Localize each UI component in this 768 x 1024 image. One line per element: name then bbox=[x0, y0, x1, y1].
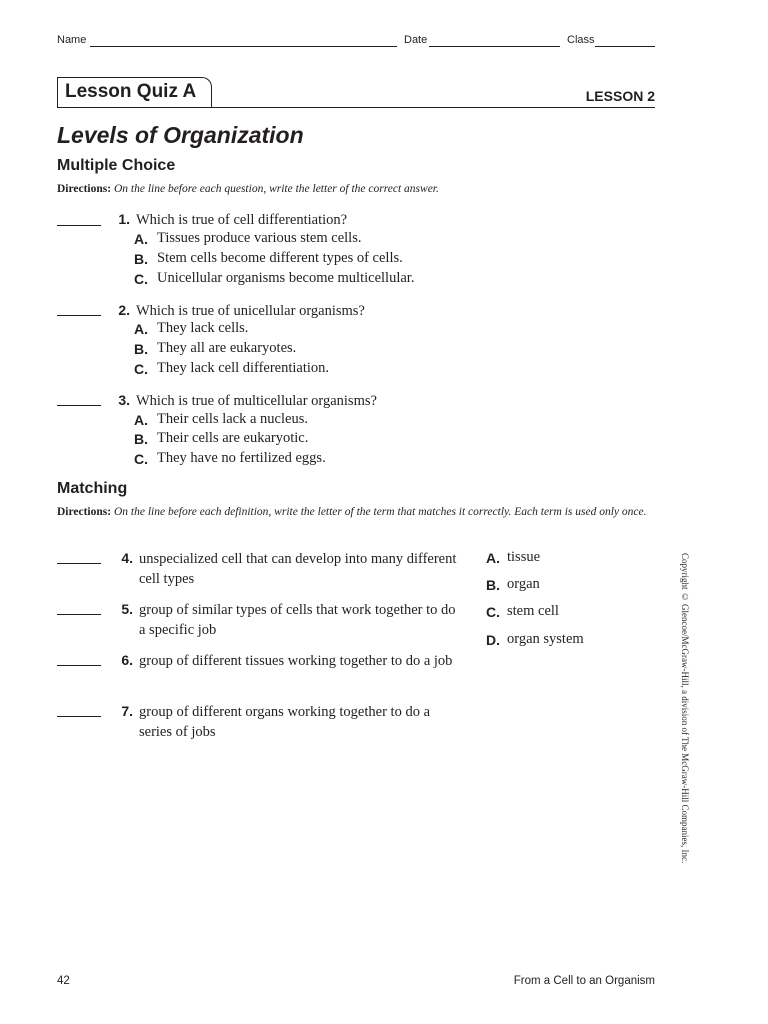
directions-text: On the line before each definition, write the letter of the term that matches it correctly. Each term is used only once. bbox=[113, 506, 647, 518]
definition-number: 5. bbox=[121, 601, 133, 617]
quiz-tab bbox=[57, 77, 212, 107]
term-text: organ system bbox=[507, 631, 584, 647]
student-info-header bbox=[57, 33, 655, 49]
definition-number: 7. bbox=[121, 703, 133, 719]
multiple-choice-directions bbox=[57, 181, 657, 197]
option-letter: A. bbox=[134, 231, 148, 247]
question-number: 2. bbox=[118, 302, 130, 318]
term-text: tissue bbox=[507, 549, 541, 565]
term-text: organ bbox=[507, 576, 540, 592]
option-text: They have no fertilized eggs. bbox=[157, 450, 326, 466]
option-text: Their cells lack a nucleus. bbox=[157, 411, 308, 427]
question-number: 1. bbox=[118, 211, 130, 227]
quiz-label: Lesson Quiz A bbox=[65, 81, 197, 102]
definition-text: group of different organs working together to do a series of jobs bbox=[139, 704, 431, 740]
term-letter: B. bbox=[486, 577, 500, 593]
multiple-choice-heading: Multiple Choice bbox=[57, 157, 176, 174]
option-text: Tissues produce various stem cells. bbox=[157, 230, 362, 246]
option-letter: B. bbox=[134, 431, 148, 447]
option-letter: A. bbox=[134, 321, 148, 337]
term-letter: C. bbox=[486, 604, 500, 620]
answer-blank-3[interactable] bbox=[57, 405, 101, 406]
option-text: Unicellular organisms become multicellular. bbox=[157, 270, 415, 286]
date-field[interactable] bbox=[429, 46, 560, 47]
answer-blank-7[interactable] bbox=[57, 716, 101, 717]
class-field[interactable] bbox=[595, 46, 655, 47]
option-letter: C. bbox=[134, 361, 148, 377]
answer-blank-4[interactable] bbox=[57, 563, 101, 564]
option-letter: C. bbox=[134, 451, 148, 467]
definition-number: 4. bbox=[121, 550, 133, 566]
definition-text: group of different tissues working together to do a job bbox=[139, 653, 453, 669]
copyright-notice: Copyright © Glencoe/McGraw-Hill, a division of The McGraw-Hill Companies, Inc. bbox=[680, 553, 690, 864]
option-text: They lack cells. bbox=[157, 320, 249, 336]
option-text: Their cells are eukaryotic. bbox=[157, 430, 309, 446]
definition-number: 6. bbox=[121, 652, 133, 668]
option-letter: B. bbox=[134, 341, 148, 357]
lesson-label: LESSON 2 bbox=[585, 88, 655, 104]
question-text: Which is true of cell differentiation? bbox=[136, 212, 348, 228]
directions-label: Directions: bbox=[57, 183, 112, 195]
term-text: stem cell bbox=[507, 603, 559, 619]
unit-title: From a Cell to an Organism bbox=[513, 975, 655, 987]
answer-blank-2[interactable] bbox=[57, 315, 101, 316]
option-text: Stem cells become different types of cells. bbox=[157, 250, 403, 266]
answer-blank-5[interactable] bbox=[57, 614, 101, 615]
matching-heading: Matching bbox=[57, 480, 128, 497]
class-label: Class bbox=[567, 34, 595, 46]
page-number: 42 bbox=[57, 975, 70, 987]
option-letter: B. bbox=[134, 251, 148, 267]
question-text: Which is true of multicellular organisms? bbox=[136, 393, 377, 409]
answer-blank-1[interactable] bbox=[57, 225, 101, 226]
directions-label: Directions: bbox=[57, 506, 112, 518]
header-rule bbox=[57, 107, 655, 108]
definition-text: group of similar types of cells that work together to do a specific job bbox=[139, 602, 456, 638]
answer-blank-6[interactable] bbox=[57, 665, 101, 666]
name-label: Name bbox=[57, 34, 87, 46]
option-letter: C. bbox=[134, 271, 148, 287]
question-number: 3. bbox=[118, 392, 130, 408]
directions-text: On the line before each question, write the letter of the correct answer. bbox=[113, 183, 439, 195]
term-letter: D. bbox=[486, 632, 500, 648]
page-title: Levels of Organization bbox=[57, 122, 304, 148]
term-letter: A. bbox=[486, 550, 500, 566]
option-letter: A. bbox=[134, 412, 148, 428]
date-label: Date bbox=[404, 34, 428, 46]
name-field[interactable] bbox=[90, 46, 397, 47]
option-text: They all are eukaryotes. bbox=[157, 340, 297, 356]
question-text: Which is true of unicellular organisms? bbox=[136, 303, 365, 319]
matching-directions bbox=[57, 504, 657, 520]
option-text: They lack cell differentiation. bbox=[157, 360, 330, 376]
definition-text: unspecialized cell that can develop into many different cell types bbox=[139, 551, 457, 587]
